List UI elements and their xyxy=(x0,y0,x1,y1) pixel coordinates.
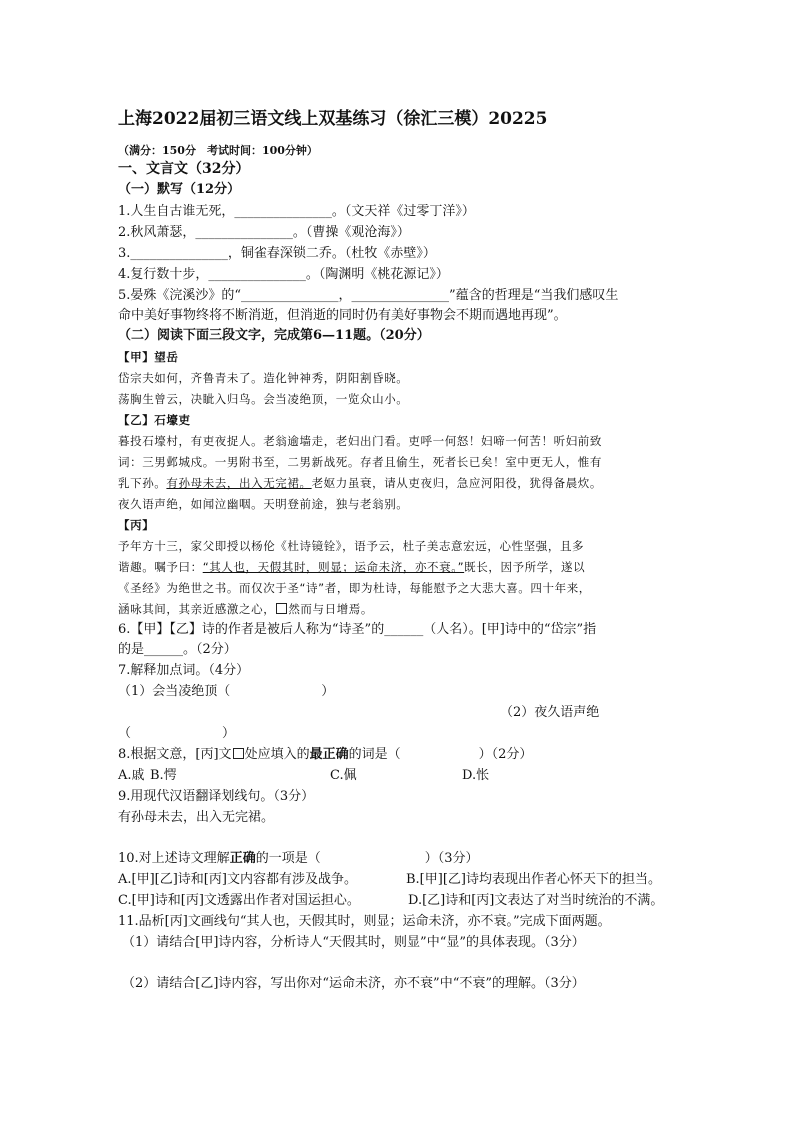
passage-bing-line: 《圣经》为绝世之书。而仅次于圣“诗”者，即为杜诗，每能慰予之大悲大喜。四十年来， xyxy=(118,581,591,595)
passage-text: 老妪力虽衰，请从吏夜归，急应河阳役，犹得备晨炊。 xyxy=(311,476,603,490)
option-d: D.怅 xyxy=(462,768,490,783)
option-c: C.[甲]诗和[丙]文透露出作者对国运担心。 xyxy=(118,893,360,908)
question-8 xyxy=(118,746,532,764)
option-c: C.佩 xyxy=(330,768,357,783)
passage-bing-line xyxy=(118,558,585,576)
question-text: 的一项是（ ）（3分） xyxy=(255,851,479,866)
question-9: 9.用现代汉语翻译划线句。（3分） xyxy=(118,789,315,804)
question-7-item2: （2）夜久语声绝 xyxy=(500,705,600,720)
question-10 xyxy=(118,850,478,868)
question-6-line1: 6.【甲】【乙】诗的作者是被后人称为“诗圣”的______（人名）。[甲]诗中的“岱宗”指 xyxy=(118,622,597,637)
passage-bing-line: 予年方十三，家父即授以杨伦《杜诗镜铨》，语予云，杜子美志意宏远，心性坚强，且多 xyxy=(118,539,585,553)
question-7: 7.解释加点词。（4分） xyxy=(118,663,250,678)
question-11-item2: （2）请结合[乙]诗内容，写出你对“运命未济，亦不衰”中“不衰”的理解。（3分） xyxy=(122,976,585,991)
emphasis-text: 正确 xyxy=(229,851,256,866)
passage-text: 涵咏其间，其亲近感激之心， xyxy=(118,602,276,616)
blank-box xyxy=(276,603,287,614)
passage-text: 谐趣。嘱予曰： xyxy=(118,560,203,574)
question-text: 的词是（ ）（2分） xyxy=(348,747,533,762)
blank-box xyxy=(233,748,244,759)
page-title: 上海2022届初三语文线上双基练习（徐汇三模）20225 xyxy=(118,109,548,129)
question-11: 11.品析[丙]文画线句“其人也，天假其时，则显；运命未济，亦不衰。”完成下面两题。 xyxy=(118,914,611,929)
emphasis-text: 最正确 xyxy=(309,747,349,762)
question-3: 3._______________，铜雀春深锁二乔。（杜牧《赤壁》） xyxy=(118,246,436,261)
passage-bing-line xyxy=(118,600,373,618)
underlined-sentence: 有孙母未去，出入无完裙。 xyxy=(166,476,312,490)
exam-meta: （满分：150分 考试时间：100分钟） xyxy=(118,144,318,157)
question-7-item2-blank: （ ） xyxy=(118,726,236,741)
question-5-line2: 命中美好事物终将不断消逝，但消逝的同时仍有美好事物会不期而遇地再现”。 xyxy=(118,308,567,323)
passage-yi-line xyxy=(118,474,602,492)
option-a: A.戚 xyxy=(118,768,145,783)
passage-yi-line: 夜久语声绝，如闻泣幽咽。天明登前途，独与老翁别。 xyxy=(118,497,409,511)
question-11-item1: （1）请结合[甲]诗内容，分析诗人“天假其时，则显”中“显”的具体表现。（3分） xyxy=(122,935,585,950)
question-6-line2: 的是______。（2分） xyxy=(118,642,237,657)
passage-jia-line: 荡胸生曾云，决眦入归鸟。会当凌绝顶，一览众山小。 xyxy=(118,392,409,406)
passage-yi-line: 暮投石壕村，有吏夜捉人。老翁逾墙走，老妇出门看。吏呼一何怒！妇啼一何苦！听妇前致 xyxy=(118,434,602,448)
question-text: 8.根据文意，[丙]文 xyxy=(118,747,232,762)
question-text: 处应填入的 xyxy=(244,747,310,762)
part-heading: （二）阅读下面三段文字，完成第6—11题。（20分） xyxy=(118,328,430,343)
underlined-sentence: “其人也，天假其时，则显；运命未济，亦不衰。” xyxy=(202,560,465,574)
question-9-sentence: 有孙母未去，出入无完裙。 xyxy=(118,810,275,825)
question-5-line1: 5.晏殊《浣溪沙》的“_______________，_______________”蕴含的哲理是“当我们感叹生 xyxy=(118,288,619,303)
question-4: 4.复行数十步，_______________。（陶渊明《桃花源记》） xyxy=(118,267,449,282)
passage-jia-heading: 【甲】望岳 xyxy=(118,350,179,364)
passage-yi-heading: 【乙】石壕吏 xyxy=(118,413,191,427)
option-b: B.[甲][乙]诗均表现出作者心怀天下的担当。 xyxy=(406,872,661,887)
part-heading: （一）默写（12分） xyxy=(118,182,241,197)
passage-jia-line: 岱宗夫如何，齐鲁青未了。造化钟神秀，阴阳割昏晓。 xyxy=(118,371,409,385)
option-b: B.愕 xyxy=(150,768,177,783)
question-7-item1: （1）会当凌绝顶（ ） xyxy=(118,684,335,699)
option-d: D.[乙]诗和[丙]文表达了对当时统治的不满。 xyxy=(408,893,664,908)
passage-text: 然而与日增焉。 xyxy=(288,602,374,616)
passage-bing-heading: 【丙】 xyxy=(118,518,155,532)
option-a: A.[甲][乙]诗和[丙]文内容都有涉及战争。 xyxy=(118,872,357,887)
passage-yi-line: 词：三男邺城戍。一男附书至，二男新战死。存者且偷生，死者长已矣！室中更无人，惟有 xyxy=(118,455,602,469)
question-2: 2.秋风萧瑟，_______________。（曹操《观沧海》） xyxy=(118,225,410,240)
question-text: 10.对上述诗文理解 xyxy=(118,851,230,866)
passage-text: 乳下孙。 xyxy=(118,476,167,490)
passage-text: 既长，因予所学，遂以 xyxy=(464,560,586,574)
question-1: 1.人生自古谁无死，_______________。（文天祥《过零丁洋》） xyxy=(118,204,475,219)
section-heading: 一、文言文（32分） xyxy=(118,161,250,177)
